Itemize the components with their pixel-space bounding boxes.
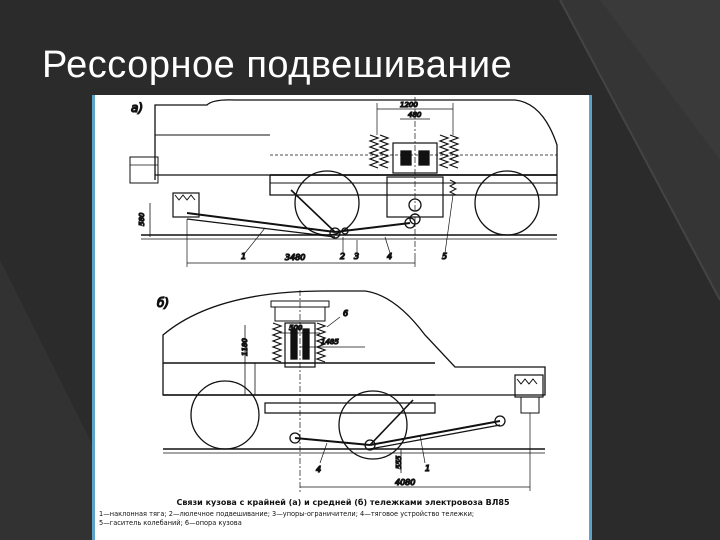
dim-a-480: 480 <box>408 111 422 119</box>
dim-b-500: 500 <box>289 324 303 332</box>
callout-b-4: 4 <box>316 465 322 474</box>
dim-b-555: 555 <box>395 455 403 469</box>
slide-title: Рессорное подвешивание <box>42 44 513 86</box>
dim-b-1180: 1180 <box>241 338 249 356</box>
callout-b-6: 6 <box>343 309 349 318</box>
callout-a-3: 3 <box>354 252 360 261</box>
caption-title: Связи кузова с крайней (а) и средней (б) тележками электровоза ВЛ85 <box>176 498 510 507</box>
callout-b-1: 1 <box>425 464 431 473</box>
part-b-label: б) <box>157 296 170 310</box>
caption-legend-line2: 5—гаситель колебаний; 6—опора кузова <box>99 519 242 527</box>
callout-a-1: 1 <box>241 252 247 261</box>
technical-drawing <box>92 95 592 540</box>
drawing-part-b <box>163 290 545 493</box>
dim-a-1200: 1200 <box>400 101 418 109</box>
caption-legend-line1: 1—наклонная тяга; 2—люлечное подвешивание; 3—упоры-ограничители; 4—тяговое устройство тележки; <box>99 510 475 518</box>
callout-a-2: 2 <box>340 252 346 261</box>
figure-caption <box>99 498 587 528</box>
dim-b-1485: 1485 <box>321 338 339 346</box>
dim-b-4080: 4080 <box>395 478 416 487</box>
callout-a-5: 5 <box>442 252 448 261</box>
dim-a-3480: 3480 <box>285 253 306 262</box>
drawing-part-a <box>130 97 557 267</box>
callout-a-4: 4 <box>387 252 393 261</box>
dim-a-580: 580 <box>138 212 146 226</box>
part-a-label: а) <box>131 101 144 115</box>
